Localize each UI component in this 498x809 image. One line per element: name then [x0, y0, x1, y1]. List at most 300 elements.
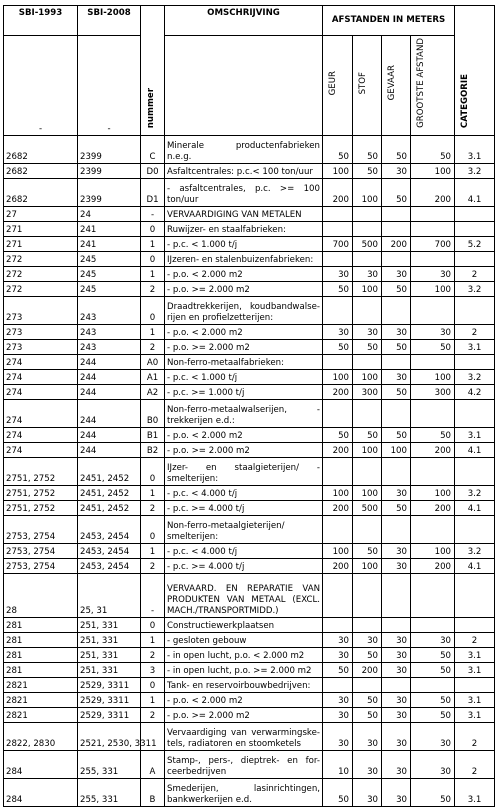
- cell-gevaar: 30: [382, 543, 411, 558]
- cell-sbi-1993: 2821: [4, 692, 78, 707]
- table-row: [4, 632, 495, 647]
- cell-grootste-afstand: 50: [411, 339, 455, 354]
- cell-nummer: 0: [141, 296, 165, 324]
- cell-stof: 30: [353, 632, 382, 647]
- cell-nummer: B: [141, 778, 165, 806]
- cell-sbi-1993: 274: [4, 442, 78, 457]
- table-row: [4, 324, 495, 339]
- cell-stof: 50: [353, 339, 382, 354]
- table-row: [4, 369, 495, 384]
- cell-omschrijving: [165, 266, 323, 281]
- cell-stof: 50: [353, 543, 382, 558]
- cell-geur: 30: [323, 324, 353, 339]
- cell-grootste-afstand: 50: [411, 707, 455, 722]
- cell-categorie: 2: [455, 750, 495, 778]
- cell-categorie: 3.1: [455, 647, 495, 662]
- cell-categorie: [455, 221, 495, 236]
- header-gevaar: GEVAAR: [382, 36, 411, 136]
- cell-omschrijving: [165, 647, 323, 662]
- cell-gevaar: 30: [382, 485, 411, 500]
- cell-sbi-2008: 244: [78, 399, 141, 427]
- table-row: [4, 221, 495, 236]
- cell-grootste-afstand: [411, 399, 455, 427]
- cell-omschrijving: [165, 427, 323, 442]
- cell-nummer: 2: [141, 707, 165, 722]
- cell-sbi-1993: 27: [4, 206, 78, 221]
- table-row: [4, 558, 495, 573]
- cell-geur: [323, 677, 353, 692]
- cell-grootste-afstand: 50: [411, 662, 455, 677]
- cell-categorie: [455, 677, 495, 692]
- cell-gevaar: [382, 399, 411, 427]
- description-line: - p.o. >= 2.000 m2: [167, 710, 250, 721]
- cell-sbi-2008: 2399: [78, 178, 141, 206]
- cell-gevaar: 50: [382, 384, 411, 399]
- cell-geur: 700: [323, 236, 353, 251]
- cell-stof: 30: [353, 324, 382, 339]
- cell-grootste-afstand: [411, 251, 455, 266]
- cell-categorie: 3.1: [455, 339, 495, 354]
- cell-grootste-afstand: 50: [411, 647, 455, 662]
- description-line: Tank- en reservoirbouwbedrijven:: [167, 680, 311, 691]
- cell-nummer: 0: [141, 221, 165, 236]
- cell-sbi-2008: 251, 331: [78, 617, 141, 632]
- cell-sbi-2008: 2529, 3311: [78, 707, 141, 722]
- cell-omschrijving: [165, 558, 323, 573]
- cell-stof: 30: [353, 722, 382, 750]
- cell-sbi-2008: 243: [78, 296, 141, 324]
- cell-sbi-2008: 244: [78, 369, 141, 384]
- cell-sbi-2008: 244: [78, 384, 141, 399]
- cell-omschrijving: [165, 178, 323, 206]
- table-row: [4, 427, 495, 442]
- cell-gevaar: 50: [382, 178, 411, 206]
- cell-nummer: B0: [141, 399, 165, 427]
- cell-nummer: 0: [141, 457, 165, 485]
- description-line: Non-ferro-metaalwalserijen, -: [167, 404, 320, 415]
- description-line: - p.o. >= 2.000 m2: [167, 284, 250, 295]
- cell-omschrijving: [165, 573, 323, 617]
- cell-gevaar: [382, 573, 411, 617]
- description-line: Ruwijzer- en staalfabrieken:: [167, 224, 286, 235]
- cell-sbi-2008: 251, 331: [78, 647, 141, 662]
- cell-gevaar: [382, 354, 411, 369]
- cell-stof: 100: [353, 369, 382, 384]
- cell-nummer: -: [141, 573, 165, 617]
- cell-sbi-1993: 281: [4, 647, 78, 662]
- cell-geur: [323, 515, 353, 543]
- cell-categorie: [455, 515, 495, 543]
- header-dash-1993: -: [4, 36, 78, 136]
- cell-geur: 30: [323, 707, 353, 722]
- cell-omschrijving: [165, 485, 323, 500]
- cell-stof: 30: [353, 778, 382, 806]
- cell-geur: 50: [323, 281, 353, 296]
- cell-sbi-2008: 245: [78, 281, 141, 296]
- cell-gevaar: 30: [382, 707, 411, 722]
- cell-omschrijving: [165, 324, 323, 339]
- cell-nummer: B1: [141, 427, 165, 442]
- description-line: Draadtrekkerijen, koudbandwalse-: [167, 301, 320, 312]
- cell-geur: 200: [323, 500, 353, 515]
- cell-sbi-2008: 241: [78, 221, 141, 236]
- cell-geur: [323, 573, 353, 617]
- cell-sbi-1993: 2751, 2752: [4, 500, 78, 515]
- cell-categorie: [455, 296, 495, 324]
- cell-nummer: 1: [141, 266, 165, 281]
- cell-gevaar: 30: [382, 324, 411, 339]
- cell-sbi-1993: 2682: [4, 135, 78, 163]
- cell-gevaar: 30: [382, 266, 411, 281]
- header-sbi-1993: SBI-1993: [4, 6, 78, 36]
- cell-grootste-afstand: [411, 515, 455, 543]
- table-row: [4, 500, 495, 515]
- description-line: - gesloten gebouw: [167, 635, 247, 646]
- header-omschrijving-spacer: [165, 36, 323, 136]
- cell-stof: [353, 221, 382, 236]
- cell-stof: 50: [353, 163, 382, 178]
- cell-sbi-2008: 244: [78, 354, 141, 369]
- cell-sbi-2008: 244: [78, 442, 141, 457]
- table-row: [4, 163, 495, 178]
- cell-categorie: [455, 251, 495, 266]
- cell-grootste-afstand: [411, 221, 455, 236]
- cell-stof: [353, 677, 382, 692]
- cell-sbi-1993: 274: [4, 354, 78, 369]
- cell-nummer: A0: [141, 354, 165, 369]
- description-line: Non-ferro-metaalfabrieken:: [167, 357, 284, 368]
- cell-sbi-2008: 2451, 2452: [78, 485, 141, 500]
- cell-gevaar: [382, 457, 411, 485]
- cell-categorie: 2: [455, 722, 495, 750]
- cell-stof: 100: [353, 281, 382, 296]
- cell-grootste-afstand: 30: [411, 266, 455, 281]
- cell-stof: 50: [353, 647, 382, 662]
- cell-gevaar: 30: [382, 722, 411, 750]
- cell-categorie: [455, 617, 495, 632]
- cell-sbi-1993: 281: [4, 632, 78, 647]
- cell-omschrijving: [165, 692, 323, 707]
- cell-gevaar: [382, 221, 411, 236]
- cell-sbi-1993: 274: [4, 427, 78, 442]
- cell-geur: 30: [323, 647, 353, 662]
- cell-nummer: 1: [141, 692, 165, 707]
- cell-sbi-1993: 271: [4, 221, 78, 236]
- cell-categorie: 3.1: [455, 692, 495, 707]
- cell-gevaar: [382, 251, 411, 266]
- cell-geur: 100: [323, 485, 353, 500]
- cell-grootste-afstand: 100: [411, 281, 455, 296]
- cell-nummer: 0: [141, 251, 165, 266]
- cell-gevaar: 50: [382, 281, 411, 296]
- cell-gevaar: 30: [382, 163, 411, 178]
- cell-stof: 50: [353, 707, 382, 722]
- cell-geur: 200: [323, 442, 353, 457]
- description-line: bankwerkerijen e.d.: [167, 794, 252, 805]
- cell-omschrijving: [165, 722, 323, 750]
- cell-categorie: 4.2: [455, 384, 495, 399]
- cell-grootste-afstand: [411, 677, 455, 692]
- table-row: [4, 647, 495, 662]
- cell-sbi-2008: 251, 331: [78, 632, 141, 647]
- cell-gevaar: 50: [382, 135, 411, 163]
- cell-grootste-afstand: 200: [411, 442, 455, 457]
- cell-geur: [323, 354, 353, 369]
- cell-stof: [353, 251, 382, 266]
- cell-sbi-2008: 255, 331: [78, 750, 141, 778]
- cell-geur: 30: [323, 632, 353, 647]
- cell-nummer: C: [141, 135, 165, 163]
- description-line: - p.c. < 1.000 t/j: [167, 372, 238, 383]
- cell-sbi-2008: 2529, 3311: [78, 692, 141, 707]
- cell-sbi-1993: 284: [4, 778, 78, 806]
- cell-nummer: 1: [141, 324, 165, 339]
- cell-sbi-2008: 2529, 3311: [78, 677, 141, 692]
- description-line: IJzeren- en stalenbuizenfabrieken:: [167, 254, 314, 265]
- cell-omschrijving: [165, 500, 323, 515]
- cell-sbi-1993: 2821: [4, 707, 78, 722]
- description-line: Stamp-, pers-, dieptrek- en for-: [167, 755, 320, 766]
- cell-sbi-1993: 2751, 2752: [4, 457, 78, 485]
- description-line: ton/uur: [167, 194, 199, 205]
- cell-sbi-2008: 245: [78, 251, 141, 266]
- cell-grootste-afstand: 30: [411, 750, 455, 778]
- description-line: - p.c. < 4.000 t/j: [167, 546, 238, 557]
- cell-grootste-afstand: [411, 573, 455, 617]
- cell-omschrijving: [165, 662, 323, 677]
- cell-stof: 200: [353, 662, 382, 677]
- cell-grootste-afstand: 200: [411, 558, 455, 573]
- cell-categorie: 3.2: [455, 163, 495, 178]
- cell-omschrijving: [165, 515, 323, 543]
- table-row: [4, 266, 495, 281]
- cell-geur: 200: [323, 384, 353, 399]
- table-row: [4, 722, 495, 750]
- cell-geur: 200: [323, 558, 353, 573]
- description-line: - p.o. < 2.000 m2: [167, 695, 243, 706]
- cell-sbi-1993: 274: [4, 384, 78, 399]
- cell-sbi-2008: 2453, 2454: [78, 543, 141, 558]
- cell-geur: [323, 206, 353, 221]
- description-line: tels, radiatoren en stoomketels: [167, 738, 302, 749]
- cell-categorie: 3.1: [455, 662, 495, 677]
- cell-sbi-1993: 271: [4, 236, 78, 251]
- cell-geur: [323, 399, 353, 427]
- cell-geur: [323, 617, 353, 632]
- cell-geur: 50: [323, 662, 353, 677]
- cell-stof: [353, 206, 382, 221]
- cell-omschrijving: [165, 354, 323, 369]
- cell-gevaar: 30: [382, 662, 411, 677]
- cell-sbi-2008: 245: [78, 266, 141, 281]
- description-line: n.e.g.: [167, 151, 192, 162]
- table-row: [4, 662, 495, 677]
- header-row: [4, 6, 495, 36]
- description-line: Minerale productenfabrieken: [167, 140, 320, 151]
- table-row: [4, 354, 495, 369]
- cell-stof: 100: [353, 485, 382, 500]
- table-row: [4, 135, 495, 163]
- cell-gevaar: 50: [382, 500, 411, 515]
- cell-grootste-afstand: [411, 617, 455, 632]
- cell-sbi-2008: 243: [78, 339, 141, 354]
- cell-grootste-afstand: 50: [411, 778, 455, 806]
- cell-grootste-afstand: 700: [411, 236, 455, 251]
- cell-sbi-1993: 2822, 2830: [4, 722, 78, 750]
- cell-categorie: 3.2: [455, 543, 495, 558]
- description-line: smelterijen:: [167, 473, 219, 484]
- table-row: [4, 442, 495, 457]
- cell-geur: 50: [323, 778, 353, 806]
- cell-stof: 500: [353, 500, 382, 515]
- cell-geur: 30: [323, 692, 353, 707]
- cell-geur: 50: [323, 135, 353, 163]
- cell-geur: 30: [323, 266, 353, 281]
- header-grootste-afstand: GROOTSTE AFSTAND: [411, 36, 455, 136]
- description-line: - p.c. >= 4.000 t/j: [167, 561, 245, 572]
- cell-categorie: 3.2: [455, 485, 495, 500]
- cell-stof: [353, 515, 382, 543]
- description-line: - p.o. < 2.000 m2: [167, 327, 243, 338]
- cell-stof: 500: [353, 236, 382, 251]
- cell-sbi-2008: 251, 331: [78, 662, 141, 677]
- cell-gevaar: 30: [382, 750, 411, 778]
- cell-geur: 10: [323, 750, 353, 778]
- cell-categorie: 3.2: [455, 281, 495, 296]
- cell-gevaar: 50: [382, 339, 411, 354]
- table-row: [4, 399, 495, 427]
- cell-grootste-afstand: 30: [411, 722, 455, 750]
- cell-geur: 200: [323, 178, 353, 206]
- cell-stof: [353, 399, 382, 427]
- cell-categorie: [455, 399, 495, 427]
- cell-nummer: A1: [141, 369, 165, 384]
- cell-nummer: 1: [141, 485, 165, 500]
- cell-grootste-afstand: 100: [411, 485, 455, 500]
- cell-grootste-afstand: 200: [411, 500, 455, 515]
- cell-stof: 50: [353, 135, 382, 163]
- cell-nummer: 0: [141, 677, 165, 692]
- table-row: [4, 296, 495, 324]
- cell-sbi-1993: 272: [4, 281, 78, 296]
- cell-gevaar: 30: [382, 369, 411, 384]
- cell-sbi-1993: 273: [4, 324, 78, 339]
- cell-nummer: 2: [141, 500, 165, 515]
- cell-gevaar: 30: [382, 558, 411, 573]
- table-row: [4, 236, 495, 251]
- cell-categorie: 4.1: [455, 500, 495, 515]
- cell-grootste-afstand: 100: [411, 543, 455, 558]
- header-nummer: nummer: [141, 6, 165, 136]
- cell-sbi-1993: 274: [4, 399, 78, 427]
- cell-gevaar: 100: [382, 442, 411, 457]
- description-line: ceerbedrijven: [167, 766, 227, 777]
- cell-categorie: 2: [455, 266, 495, 281]
- cell-sbi-1993: 272: [4, 266, 78, 281]
- table-row: [4, 206, 495, 221]
- cell-stof: [353, 354, 382, 369]
- cell-geur: 100: [323, 163, 353, 178]
- cell-stof: [353, 617, 382, 632]
- cell-sbi-1993: 274: [4, 369, 78, 384]
- cell-categorie: 2: [455, 632, 495, 647]
- description-line: PRODUKTEN VAN METAAL (EXCL.: [167, 594, 320, 605]
- cell-categorie: 2: [455, 324, 495, 339]
- cell-grootste-afstand: 50: [411, 135, 455, 163]
- cell-gevaar: 30: [382, 647, 411, 662]
- cell-omschrijving: [165, 399, 323, 427]
- cell-stof: 300: [353, 384, 382, 399]
- cell-categorie: 3.1: [455, 427, 495, 442]
- description-line: MACH./TRANSPORTMIDD.): [167, 605, 279, 616]
- cell-omschrijving: [165, 543, 323, 558]
- table-row: [4, 573, 495, 617]
- cell-omschrijving: [165, 135, 323, 163]
- description-line: Constructiewerkplaatsen: [167, 620, 275, 631]
- cell-sbi-2008: 25, 31: [78, 573, 141, 617]
- cell-omschrijving: [165, 221, 323, 236]
- description-line: Non-ferro-metaalgieterijen/: [167, 520, 285, 531]
- cell-grootste-afstand: [411, 457, 455, 485]
- table-row: [4, 692, 495, 707]
- cell-omschrijving: [165, 281, 323, 296]
- cell-sbi-1993: 2821: [4, 677, 78, 692]
- table-row: [4, 178, 495, 206]
- cell-nummer: 2: [141, 339, 165, 354]
- cell-sbi-1993: 2682: [4, 163, 78, 178]
- cell-categorie: [455, 354, 495, 369]
- cell-omschrijving: [165, 617, 323, 632]
- cell-sbi-1993: 273: [4, 296, 78, 324]
- table-row: [4, 677, 495, 692]
- cell-nummer: 1: [141, 632, 165, 647]
- cell-sbi-2008: 24: [78, 206, 141, 221]
- table-row: [4, 251, 495, 266]
- cell-nummer: -: [141, 206, 165, 221]
- cell-grootste-afstand: 50: [411, 692, 455, 707]
- cell-gevaar: [382, 515, 411, 543]
- cell-omschrijving: [165, 457, 323, 485]
- cell-categorie: 4.1: [455, 442, 495, 457]
- distance-table: [3, 5, 495, 807]
- cell-sbi-1993: 281: [4, 662, 78, 677]
- cell-geur: 100: [323, 543, 353, 558]
- cell-gevaar: 30: [382, 778, 411, 806]
- cell-gevaar: [382, 677, 411, 692]
- cell-stof: [353, 296, 382, 324]
- cell-nummer: 2: [141, 558, 165, 573]
- cell-omschrijving: [165, 206, 323, 221]
- cell-nummer: 1: [141, 236, 165, 251]
- cell-omschrijving: [165, 236, 323, 251]
- cell-omschrijving: [165, 339, 323, 354]
- description-line: rijen en profielzetterijen:: [167, 312, 274, 323]
- table-row: [4, 543, 495, 558]
- cell-sbi-1993: 2682: [4, 178, 78, 206]
- header-geur: GEUR: [323, 36, 353, 136]
- cell-categorie: [455, 457, 495, 485]
- cell-nummer: 2: [141, 647, 165, 662]
- header-subrow: [4, 36, 495, 136]
- cell-geur: [323, 221, 353, 236]
- cell-categorie: 3.1: [455, 135, 495, 163]
- cell-geur: 50: [323, 427, 353, 442]
- cell-stof: 100: [353, 558, 382, 573]
- cell-stof: 100: [353, 442, 382, 457]
- cell-nummer: D0: [141, 163, 165, 178]
- table-row: [4, 778, 495, 806]
- header-categorie: CATEGORIE: [455, 6, 495, 136]
